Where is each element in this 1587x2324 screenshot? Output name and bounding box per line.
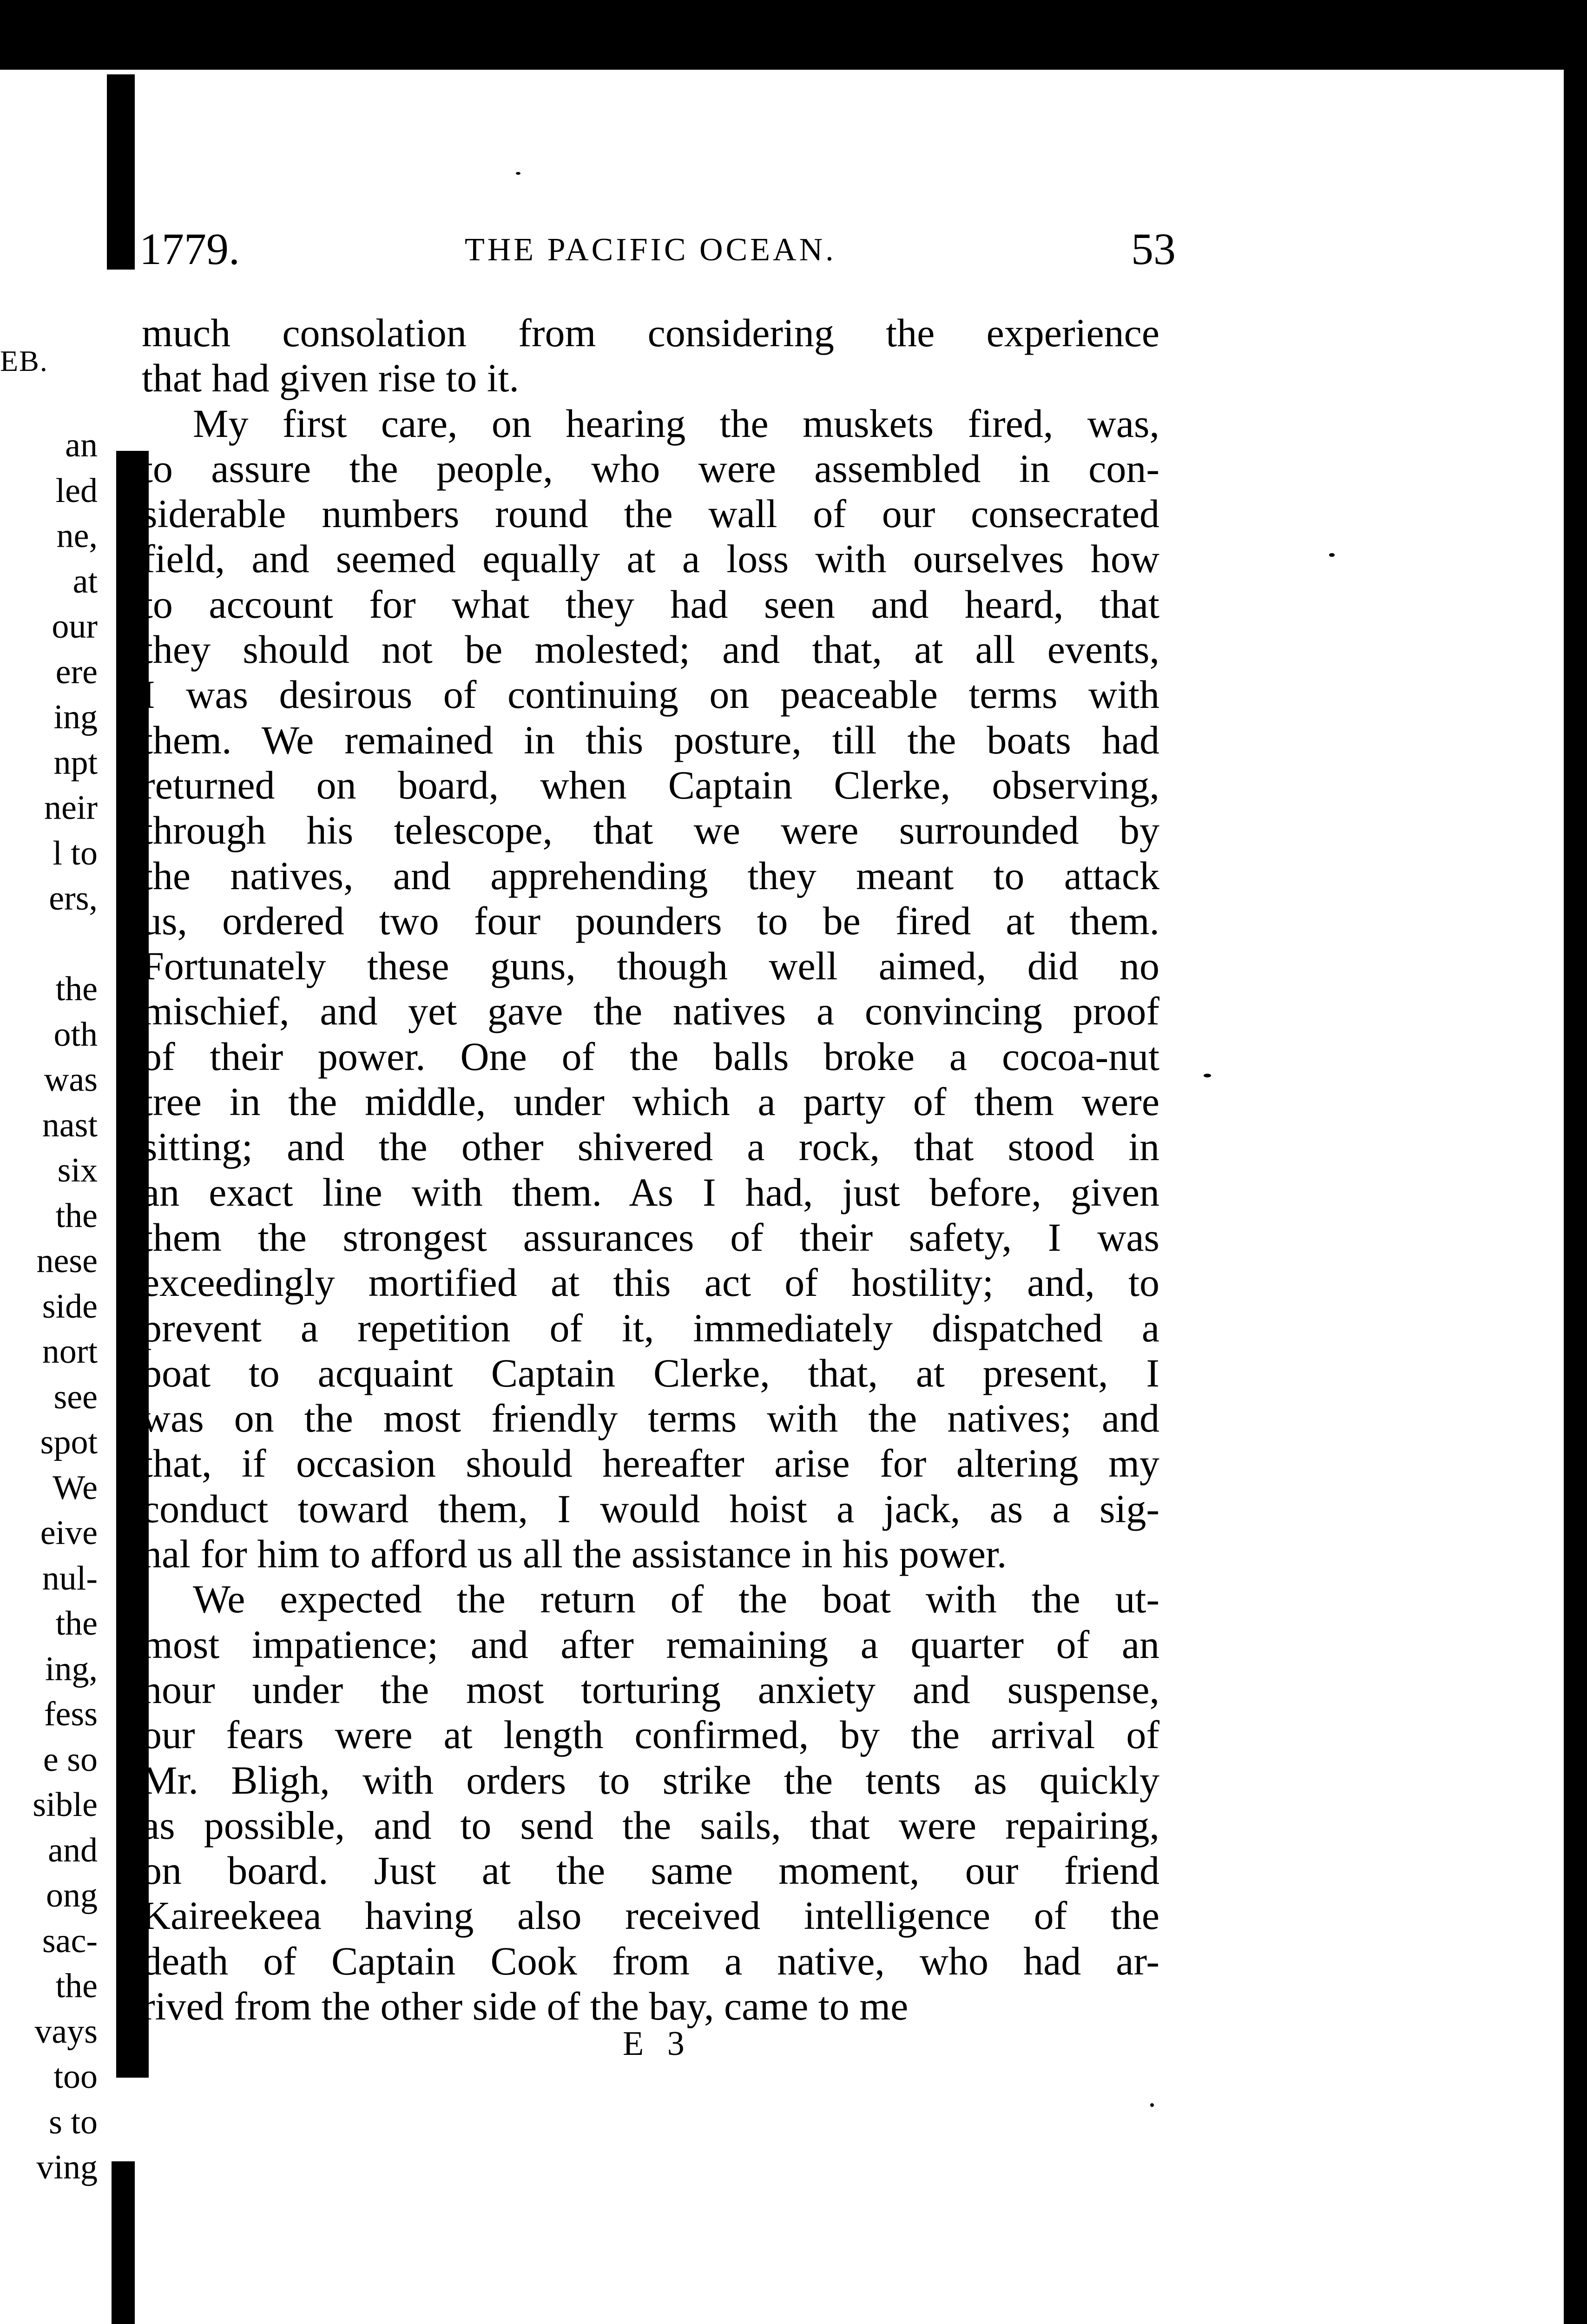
body-text [142, 310, 1159, 2029]
previous-page-line: led [55, 471, 98, 510]
text-line: us, ordered two four pounders to be fired at them. [142, 898, 1159, 943]
text-line: the natives, and apprehending they meant to attack [142, 853, 1159, 898]
ink-speck [1204, 1074, 1211, 1077]
text-line: Mr. Bligh, with orders to strike the tents as quickly [142, 1757, 1159, 1802]
text-line: I was desirous of continuing on peaceable terms with [142, 672, 1159, 717]
text-line: them the strongest assurances of their safety, I was [142, 1215, 1159, 1260]
previous-page-line [0, 922, 98, 967]
text-line: prevent a repetition of it, immediately dispatched a [142, 1305, 1159, 1350]
text-line: tree in the middle, under which a party of them were [142, 1079, 1159, 1124]
text-line: mischief, and yet gave the natives a convincing proof [142, 989, 1159, 1034]
previous-page-line: We [53, 1468, 98, 1507]
text-line: them. We remained in this posture, till the boats had [142, 717, 1159, 762]
ink-speck [516, 172, 520, 175]
text-line: conduct toward them, I would hoist a jack, as a sig- [142, 1486, 1159, 1531]
previous-page-line: eive [40, 1514, 98, 1552]
previous-page-line: and [48, 1831, 98, 1869]
previous-page-line: the [55, 1967, 98, 2005]
previous-page-line: the [55, 1196, 98, 1235]
previous-page-line: ong [46, 1876, 98, 1915]
text-line: that, if occasion should hereafter arise for altering my [142, 1441, 1159, 1486]
previous-page-line: e so [43, 1740, 98, 1779]
signature-mark: E 3 [623, 2025, 692, 2063]
text-line: was on the most friendly terms with the natives; and [142, 1396, 1159, 1441]
previous-page-line: the [55, 970, 98, 1008]
ink-speck [1329, 553, 1335, 557]
previous-page-line: vays [34, 2012, 98, 2051]
previous-page-line: ere [55, 653, 98, 691]
previous-page-line: spot [40, 1423, 98, 1461]
running-head [139, 223, 1176, 279]
previous-page-edge [0, 70, 107, 2324]
previous-page-line: s to [49, 2103, 98, 2141]
previous-page-line: nort [42, 1333, 98, 1371]
previous-page-line: nese [36, 1242, 98, 1280]
previous-page-line: ing, [45, 1650, 98, 1688]
text-line: Kaireekeea having also received intelligence of the [142, 1893, 1159, 1938]
previous-page-line: the [55, 1604, 98, 1643]
text-line: that had given rise to it. [142, 356, 520, 401]
previous-page-line: l to [53, 834, 98, 872]
previous-page-line: an [65, 426, 98, 464]
text-line: on board. Just at the same moment, our friend [142, 1848, 1159, 1893]
previous-page-line: fess [44, 1695, 98, 1733]
page-number: 53 [1131, 224, 1176, 274]
previous-page-line: npt [53, 743, 98, 782]
previous-page-line: see [53, 1378, 98, 1416]
previous-page-line: nul- [42, 1559, 98, 1598]
text-line: nal for him to afford us all the assistance in his power. [142, 1532, 1007, 1577]
text-line: through his telescope, that we were surrounded by [142, 808, 1159, 853]
ink-speck [1150, 2103, 1154, 2107]
previous-page-line: was [44, 1061, 98, 1099]
text-line: much consolation from considering the experience [142, 310, 1159, 355]
text-line: of their power. One of the balls broke a cocoa-nut [142, 1034, 1159, 1079]
previous-page-line: ing [53, 698, 98, 736]
previous-page-line: sac- [42, 1921, 98, 1960]
previous-page-line-fragments [0, 423, 98, 2191]
text-line: field, and seemed equally at a loss with ourselves how [142, 536, 1159, 581]
previous-page-line: our [52, 607, 98, 646]
previous-page-line: at [72, 562, 98, 601]
text-line: sitting; and the other shivered a rock, that stood in [142, 1124, 1159, 1169]
previous-page-line: side [42, 1287, 98, 1326]
previous-page-line: sible [33, 1786, 98, 1824]
running-head-title: THE PACIFIC OCEAN. [465, 232, 836, 268]
text-line: My first care, on hearing the muskets fired, was, [193, 401, 1159, 446]
previous-page-line: six [57, 1151, 98, 1189]
text-line: an exact line with them. As I had, just before, given [142, 1169, 1159, 1215]
previous-page-header: EB. [0, 344, 48, 377]
text-line: hour under the most torturing anxiety and suspense, [142, 1667, 1159, 1712]
text-line: boat to acquaint Captain Clerke, that, at present, I [142, 1350, 1159, 1395]
text-line: our fears were at length confirmed, by the arrival of [142, 1712, 1159, 1757]
binding-gutter [98, 70, 149, 2324]
text-line: to assure the people, who were assembled in con- [142, 446, 1159, 491]
previous-page-line: neir [44, 789, 98, 827]
text-line: rived from the other side of the bay, came to me [142, 1983, 909, 2028]
previous-page-line: ers, [49, 879, 98, 918]
text-line: death of Captain Cook from a native, who had ar- [142, 1938, 1159, 1983]
text-line: as possible, and to send the sails, that were repairing, [142, 1802, 1159, 1848]
text-line: Fortunately these guns, though well aimed, did no [142, 944, 1159, 989]
text-line: they should not be molested; and that, at all events, [142, 627, 1159, 672]
text-line: siderable numbers round the wall of our consecrated [142, 491, 1159, 536]
text-line: exceedingly mortified at this act of hostility; and, to [142, 1260, 1159, 1305]
text-line: returned on board, when Captain Clerke, observing, [142, 762, 1159, 807]
text-line: most impatience; and after remaining a quarter of an [142, 1622, 1159, 1667]
text-line: to account for what they had seen and heard, that [142, 581, 1159, 627]
previous-page-line: oth [53, 1015, 98, 1054]
previous-page-line: nast [42, 1106, 98, 1144]
text-line: We expected the return of the boat with the ut- [193, 1577, 1159, 1622]
previous-page-line: too [53, 2058, 98, 2096]
running-head-year: 1779. [139, 224, 240, 274]
previous-page-line: ne, [56, 517, 98, 555]
previous-page-line: ving [36, 2148, 98, 2186]
